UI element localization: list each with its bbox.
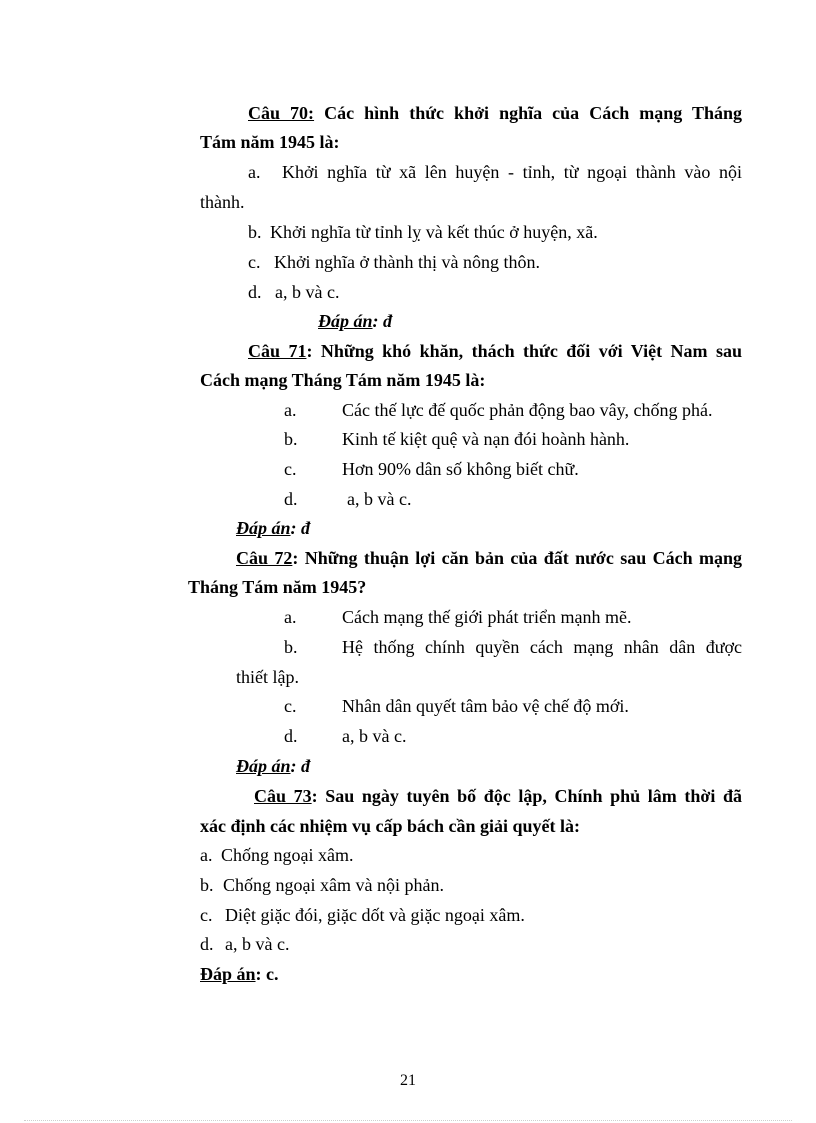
q73-option-a-text: Chống ngoại xâm. — [221, 845, 354, 865]
q73-answer-label: Đáp án — [200, 964, 256, 984]
q72-option-b-letter: b. — [284, 637, 298, 657]
q73-option-b-letter: b. — [200, 875, 214, 895]
q73-answer — [200, 963, 279, 985]
q71-option-a-letter: a. — [284, 400, 297, 420]
q70-option-c-letter: c. — [248, 252, 261, 272]
q71-option-d-letter: d. — [284, 489, 298, 509]
q71-answer-label: Đáp án — [236, 518, 291, 538]
q71-option-a-text: Các thế lực đế quốc phản động bao vây, chống phá. — [342, 400, 713, 420]
page-edge-divider — [24, 1120, 792, 1121]
q73-option-c-letter: c. — [200, 905, 213, 925]
q73-answer-value: : c. — [255, 964, 279, 984]
q73-question-line2: xác định các nhiệm vụ cấp bách cần giải quyết là: — [200, 816, 581, 836]
q70-option-b-text: Khởi nghĩa từ tỉnh lỵ và kết thúc ở huyện, xã. — [270, 222, 598, 242]
q70-answer-label: Đáp án — [318, 311, 373, 331]
q71-option-b-letter: b. — [284, 429, 298, 449]
q70-option-c-text: Khởi nghĩa ở thành thị và nông thôn. — [274, 252, 541, 272]
q72-option-c-text: Nhân dân quyết tâm bảo vệ chế độ mới. — [342, 696, 629, 716]
q72-question-text: : Những thuận lợi căn bản của đất nước sau Cách mạng — [292, 548, 742, 568]
q72-option-b-text: Hệ thống chính quyền cách mạng nhân dân được — [342, 637, 742, 657]
q72-option-a-text: Cách mạng thế giới phát triển mạnh mẽ. — [342, 607, 632, 627]
q71-option-d-text: a, b và c. — [347, 489, 412, 509]
q70-answer — [318, 310, 392, 332]
q72-answer-label: Đáp án — [236, 756, 291, 776]
q71-option-c-text: Hơn 90% dân số không biết chữ. — [342, 459, 579, 479]
q71-question-line1 — [248, 340, 742, 362]
q71-option-b-text: Kinh tế kiệt quệ và nạn đói hoành hành. — [342, 429, 630, 449]
q72-answer — [236, 755, 310, 777]
q72-option-b-continuation: thiết lập. — [236, 667, 299, 687]
q72-option-d-letter: d. — [284, 726, 298, 746]
q70-option-a-letter: a. — [248, 162, 261, 182]
q73-option-c-text: Diệt giặc đói, giặc dốt và giặc ngoại xâm. — [225, 905, 525, 925]
q70-option-d-text: a, b và c. — [275, 282, 340, 302]
q73-option-d-letter: d. — [200, 934, 214, 954]
q73-option-b-text: Chống ngoại xâm và nội phản. — [223, 875, 444, 895]
q70-option-a-text: Khởi nghĩa từ xã lên huyện - tỉnh, từ ngoại thành vào nội — [282, 162, 742, 182]
q73-question-line1 — [254, 785, 742, 807]
q70-question-line2: Tám năm 1945 là: — [200, 132, 340, 152]
q73-question-text: : Sau ngày tuyên bố độc lập, Chính phủ lâm thời đã — [311, 786, 742, 806]
q72-option-d-text: a, b và c. — [342, 726, 407, 746]
q71-answer-value: : đ — [290, 518, 311, 538]
q72-question-line1 — [236, 547, 742, 569]
q70-answer-value: : đ — [372, 311, 393, 331]
q71-label: Câu 71 — [248, 341, 307, 361]
q70-question-line1 — [248, 102, 742, 124]
q70-option-a-continuation: thành. — [200, 192, 245, 212]
q72-label: Câu 72 — [236, 548, 293, 568]
q71-question-text: : Những khó khăn, thách thức đối với Việt Nam sau — [306, 341, 742, 361]
q70-question-text: Các hình thức khởi nghĩa của Cách mạng Tháng — [324, 103, 742, 123]
q70-label: Câu 70: — [248, 103, 315, 123]
q71-question-line2: Cách mạng Tháng Tám năm 1945 là: — [200, 370, 486, 390]
q72-option-a-letter: a. — [284, 607, 297, 627]
q71-option-c-letter: c. — [284, 459, 297, 479]
q73-label: Câu 73 — [254, 786, 312, 806]
q73-option-d-text: a, b và c. — [225, 934, 290, 954]
q70-option-d-letter: d. — [248, 282, 262, 302]
page-number: 21 — [400, 1072, 416, 1089]
q72-answer-value: : đ — [290, 756, 311, 776]
q73-option-a-letter: a. — [200, 845, 213, 865]
q72-question-line2: Tháng Tám năm 1945? — [188, 577, 367, 597]
q71-answer — [236, 517, 310, 539]
q70-option-b-letter: b. — [248, 222, 262, 242]
q72-option-c-letter: c. — [284, 696, 297, 716]
